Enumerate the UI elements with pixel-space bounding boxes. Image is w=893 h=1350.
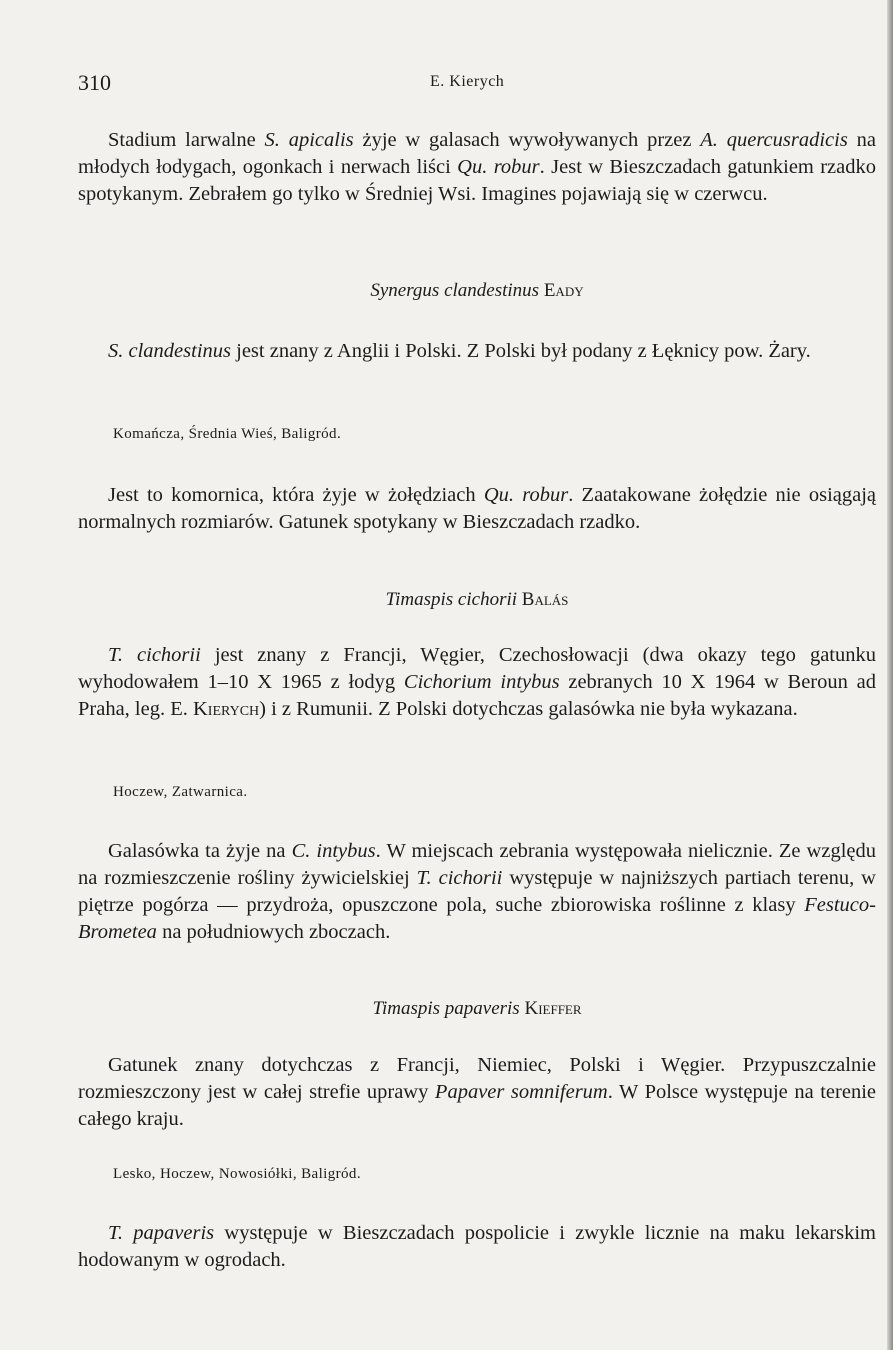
running-header [78, 70, 876, 100]
cichorii-paragraph-2: Galasówka ta żyje na C. intybus. W miejscach zebrania występowała nielicznie. Ze względu na rozmieszczenie rośliny żywicielskiej T. cichorii występuje w najniższych partiach terenu, w piętrze pogórza — przydroża, opuszczone pola, suche zbiorowiska roślinne z klasy Festuco-Brometea na południowych zboczach. [78, 840, 876, 943]
synergus-paragraph-2-block [78, 482, 876, 536]
papaveris-paragraph-block [78, 1052, 876, 1133]
cichorii-paragraph-1: T. cichorii jest znany z Francji, Węgier, Czechosłowacji (dwa okazy tego gatunku wyhodowałem 1–10 X 1965 z łodyg Cichorium intybus zebranych 10 X 1964 w Beroun ad Praha, leg. E. Kierych) i z Rumunii. Z Polski dotychczas galasówka nie była wykazana. [78, 644, 876, 720]
species-name: Synergus clandestinus [370, 280, 540, 301]
species-heading-cichorii [78, 589, 876, 611]
species-heading-papaveris [78, 998, 876, 1020]
page-number: 310 [78, 70, 111, 95]
papaveris-paragraph-2-block [78, 1220, 876, 1274]
species-author: Eady [543, 280, 584, 301]
intro-paragraph-block [78, 127, 876, 208]
synergus-localities: Komańcza, Średnia Wieś, Baligród. [113, 426, 342, 442]
running-author: E. Kierych [430, 73, 505, 90]
papaveris-localities: Lesko, Hoczew, Nowosiółki, Baligród. [113, 1166, 361, 1182]
synergus-paragraph-block [78, 338, 876, 365]
cichorii-localities: Hoczew, Zatwarnica. [113, 784, 248, 800]
species-author: Balás [521, 589, 569, 610]
papaveris-paragraph-2: T. papaveris występuje w Bieszczadach pospolicie i zwykle licznie na maku lekarskim hodowanym w ogrodach. [78, 1222, 876, 1271]
cichorii-paragraph-2-block [78, 838, 876, 946]
species-name: Timaspis cichorii [385, 589, 518, 610]
papaveris-paragraph-1: Gatunek znany dotychczas z Francji, Niemiec, Polski i Węgier. Przypuszczalnie rozmieszczony jest w całej strefie uprawy Papaver somniferum. W Polsce występuje na terenie całego kraju. [78, 1054, 876, 1130]
cichorii-paragraph-block [78, 642, 876, 723]
species-author: Kieffer [524, 998, 582, 1019]
intro-paragraph: Stadium larwalne S. apicalis żyje w galasach wywoływanych przez A. quercusradicis na młodych łodygach, ogonkach i nerwach liści Qu. robur. Jest w Bieszczadach gatunkiem rzadko spotykanym. Zebrałem go tylko w Średniej Wsi. Imagines pojawiają się w czerwcu. [78, 129, 877, 205]
species-heading-synergus [78, 280, 876, 302]
page-edge-shadow [887, 0, 893, 1350]
synergus-paragraph-2: Jest to komornica, która żyje w żołędziach Qu. robur. Zaatakowane żołędzie nie osiągają normalnych rozmiarów. Gatunek spotykany w Bieszczadach rzadko. [78, 484, 877, 533]
species-name: Timaspis papaveris [372, 998, 520, 1019]
synergus-paragraph-1: S. clandestinus jest znany z Anglii i Polski. Z Polski był podany z Łęknicy pow. Żary. [108, 340, 811, 362]
